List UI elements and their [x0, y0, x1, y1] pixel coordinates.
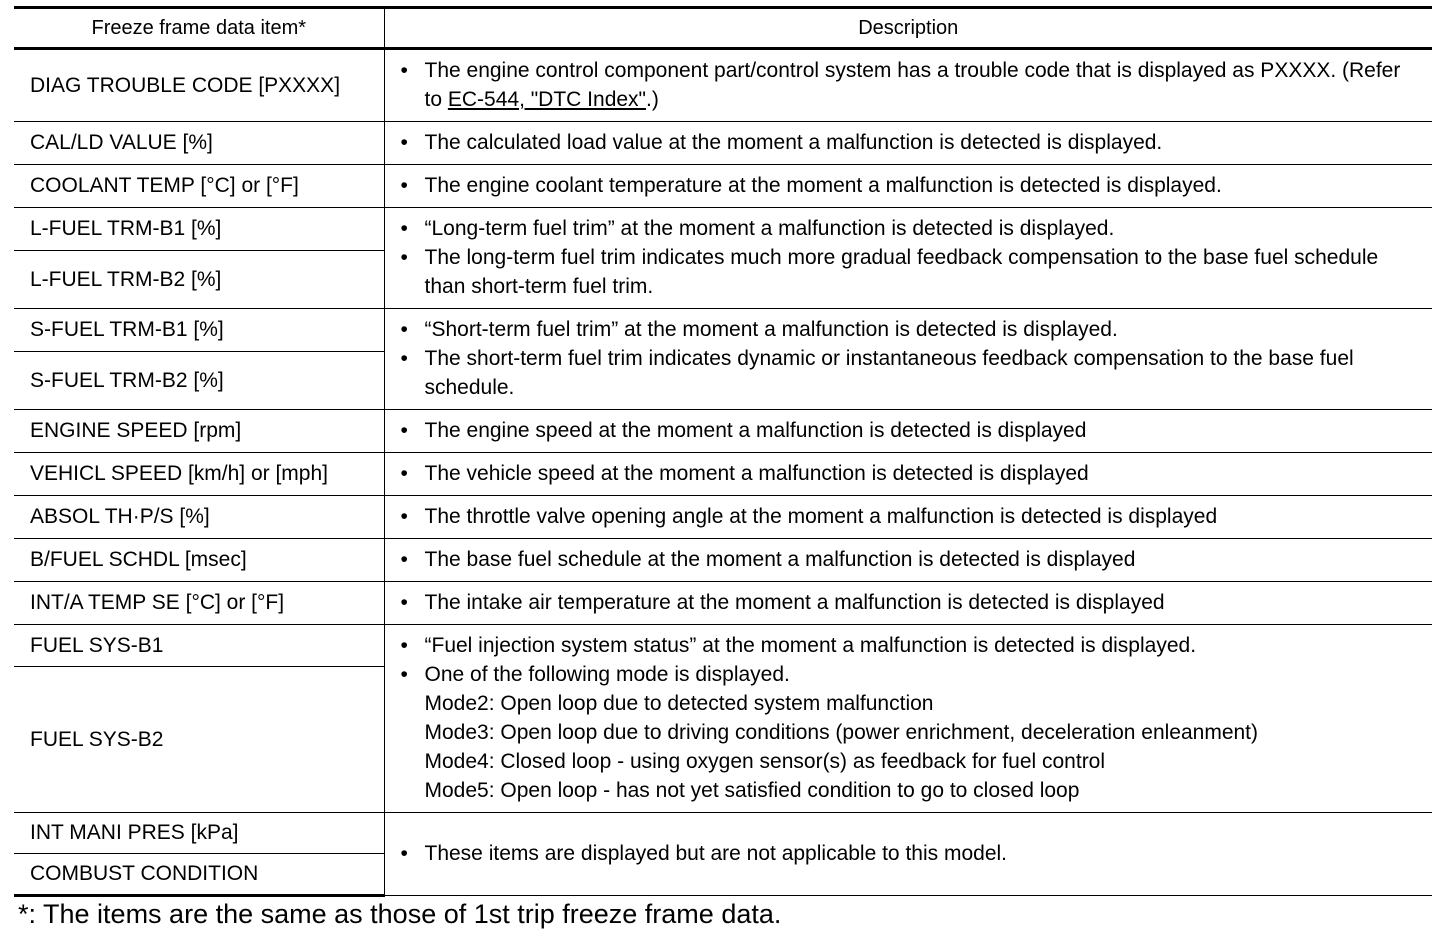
bullet: • [400, 634, 408, 657]
freeze-frame-table [14, 6, 1432, 897]
list-item [399, 502, 1423, 531]
item-cell: COMBUST CONDITION [14, 854, 384, 896]
description-text: The short-term fuel trim indicates dynamic or instantaneous feedback compensation to the base fuel schedule. [424, 347, 1354, 399]
item-cell: ENGINE SPEED [rpm] [14, 410, 384, 453]
description-text: “Fuel injection system status” at the moment a malfunction is detected is displayed. [424, 634, 1197, 657]
description-text: The engine control component part/control system has a trouble code that is displayed as PXXXX. (Refer to [424, 59, 1401, 111]
table-header-row [14, 8, 1432, 49]
mode-line: Mode4: Closed loop - using oxygen sensor(s) as feedback for fuel control [424, 750, 1106, 773]
description-cell [384, 49, 1432, 122]
item-cell: INT/A TEMP SE [°C] or [°F] [14, 582, 384, 625]
footnote: *: The items are the same as those of 1st trip freeze frame data. [18, 899, 782, 929]
mode-line: Mode5: Open loop - has not yet satisfied condition to go to closed loop [424, 779, 1080, 802]
table-row [14, 165, 1432, 208]
description-cell [384, 625, 1432, 813]
description-cell [384, 539, 1432, 582]
mode-line: Mode2: Open loop due to detected system malfunction [424, 692, 934, 715]
dtc-index-link[interactable]: EC-544, "DTC Index" [447, 88, 647, 111]
bullet: • [400, 842, 408, 865]
description-text: The engine coolant temperature at the moment a malfunction is detected is displayed. [424, 174, 1222, 197]
header-item: Freeze frame data item* [14, 8, 384, 49]
description-text: “Short-term fuel trim” at the moment a malfunction is detected is displayed. [424, 318, 1118, 341]
table-row [14, 122, 1432, 165]
item-cell: FUEL SYS-B1 [14, 625, 384, 667]
table-row [14, 539, 1432, 582]
bullet: • [400, 347, 408, 370]
bullet: • [400, 246, 408, 269]
table-row [14, 208, 1432, 251]
list-item [399, 588, 1423, 617]
bullet: • [400, 59, 408, 82]
bullet: • [400, 318, 408, 341]
list-item [399, 243, 1423, 301]
item-cell: ABSOL TH·P/S [%] [14, 496, 384, 539]
bullet: • [400, 419, 408, 442]
item-cell: COOLANT TEMP [°C] or [°F] [14, 165, 384, 208]
bullet: • [400, 217, 408, 240]
list-item [399, 660, 1423, 805]
description-cell [384, 410, 1432, 453]
description-cell [384, 165, 1432, 208]
list-item [399, 315, 1423, 344]
bullet: • [400, 548, 408, 571]
item-cell: DIAG TROUBLE CODE [PXXXX] [14, 49, 384, 122]
table-row [14, 410, 1432, 453]
bullet: • [400, 462, 408, 485]
item-cell: FUEL SYS-B2 [14, 667, 384, 813]
table-row [14, 309, 1432, 352]
description-text: The throttle valve opening angle at the moment a malfunction is detected is displayed [424, 505, 1218, 528]
list-item [399, 631, 1423, 660]
description-cell [384, 453, 1432, 496]
bullet: • [400, 591, 408, 614]
description-text: These items are displayed but are not applicable to this model. [424, 842, 1007, 865]
bullet: • [400, 174, 408, 197]
table-row [14, 625, 1432, 667]
bullet: • [400, 131, 408, 154]
description-text: The base fuel schedule at the moment a malfunction is detected is displayed [424, 548, 1136, 571]
item-cell: VEHICL SPEED [km/h] or [mph] [14, 453, 384, 496]
description-text: “Long-term fuel trim” at the moment a malfunction is detected is displayed. [424, 217, 1115, 240]
list-item [399, 56, 1423, 114]
item-cell: S-FUEL TRM-B2 [%] [14, 352, 384, 410]
item-cell: L-FUEL TRM-B1 [%] [14, 208, 384, 251]
bullet: • [400, 663, 408, 686]
list-item [399, 416, 1423, 445]
description-cell [384, 208, 1432, 309]
description-text: One of the following mode is displayed. [424, 663, 790, 686]
table-row [14, 813, 1432, 854]
table-row [14, 496, 1432, 539]
description-text: The calculated load value at the moment a malfunction is detected is displayed. [424, 131, 1163, 154]
list-item [399, 545, 1423, 574]
table-row [14, 582, 1432, 625]
description-cell [384, 309, 1432, 410]
description-cell [384, 813, 1432, 896]
description-text: The engine speed at the moment a malfunction is detected is displayed [424, 419, 1087, 442]
description-text: The vehicle speed at the moment a malfunction is detected is displayed [424, 462, 1089, 485]
description-cell [384, 582, 1432, 625]
description-cell [384, 122, 1432, 165]
item-cell: B/FUEL SCHDL [msec] [14, 539, 384, 582]
list-item [399, 839, 1423, 868]
table-row [14, 49, 1432, 122]
mode-line: Mode3: Open loop due to driving conditions (power enrichment, deceleration enleanment) [424, 721, 1258, 744]
list-item [399, 344, 1423, 402]
item-cell: S-FUEL TRM-B1 [%] [14, 309, 384, 352]
list-item [399, 459, 1423, 488]
description-tail: .) [646, 88, 659, 111]
item-cell: L-FUEL TRM-B2 [%] [14, 251, 384, 309]
list-item [399, 214, 1423, 243]
description-text: The long-term fuel trim indicates much more gradual feedback compensation to the base fuel schedule than short-term fuel trim. [424, 246, 1379, 298]
table-row [14, 453, 1432, 496]
list-item [399, 171, 1423, 200]
bullet: • [400, 505, 408, 528]
item-cell: INT MANI PRES [kPa] [14, 813, 384, 854]
item-cell: CAL/LD VALUE [%] [14, 122, 384, 165]
description-text: The intake air temperature at the moment a malfunction is detected is displayed [424, 591, 1165, 614]
description-cell [384, 496, 1432, 539]
header-description: Description [384, 8, 1432, 49]
list-item [399, 128, 1423, 157]
